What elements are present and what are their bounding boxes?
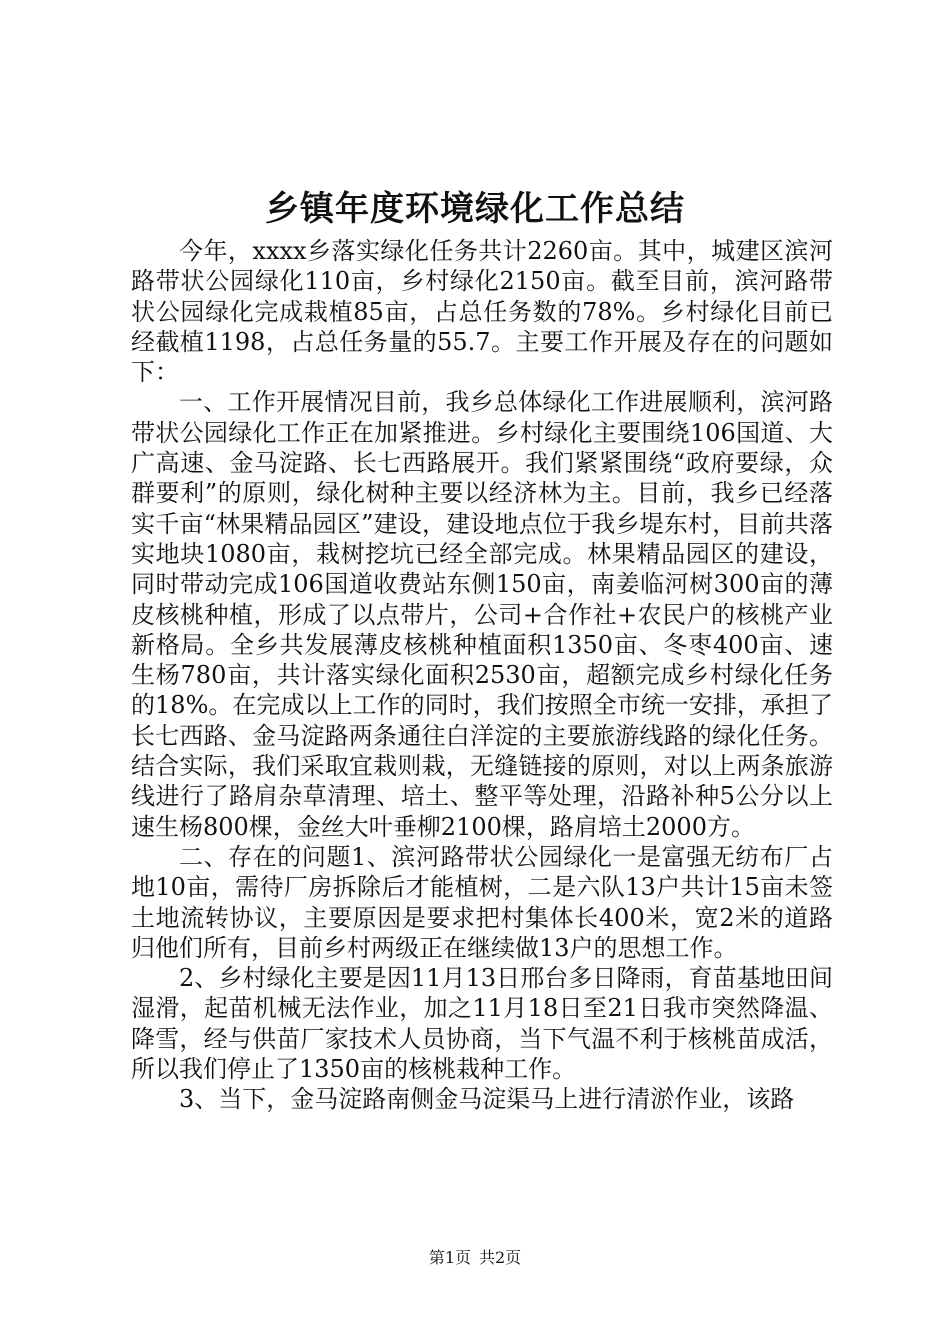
- paragraph-problem-3: 3、当下，金马淀路南侧金马淀渠马上进行清淤作业，该路: [179, 1085, 795, 1114]
- paragraph-problem-2: 2、乡村绿化主要是因11月13日邢台多日降雨，育苗基地田间湿滑，起苗机械无法作业，加之11月18日至21日我市突然降温、降雪，经与供苗厂家技术人员协商，当下气温不利于核桃苗成活，所以我们停止了1350亩的核桃栽种工作。: [131, 964, 833, 1084]
- paragraph-intro: 今年，xxxx乡落实绿化任务共计2260亩。其中，城建区滨河路带状公园绿化110亩，乡村绿化2150亩。截至目前，滨河路带状公园绿化完成栽植85亩，占总任务数的78%。乡村绿化目前已经截植1198，占总任务量的55.7。主要工作开展及存在的问题如下：: [131, 237, 833, 387]
- page-number: 第1页: [428, 1248, 471, 1267]
- page-total: 共2页: [479, 1248, 522, 1267]
- paragraph-problems: 二、存在的问题1、滨河路带状公园绿化一是富强无纺布厂占地10亩，需待厂房拆除后才能植树，二是六队13户共计15亩未签土地流转协议，主要原因是要求把村集体长400米，宽2米的道路归他们所有，目前乡村两级正在继续做13户的思想工作。: [131, 842, 833, 962]
- document-title: 乡镇年度环境绿化工作总结: [265, 189, 685, 229]
- document-body: [131, 236, 833, 1115]
- page-footer: [0, 1247, 950, 1269]
- paragraph-work-progress: 一、工作开展情况目前，我乡总体绿化工作进展顺利，滨河路带状公园绿化工作正在加紧推进。乡村绿化主要围绕106国道、大广高速、金马淀路、长七西路展开。我们紧紧围绕“政府要绿，众群要利”的原则，绿化树种主要以经济林为主。目前，我乡已经落实千亩“林果精品园区”建设，建设地点位于我乡堤东村，目前共落实地块1080亩，栽树挖坑已经全部完成。林果精品园区的建设，同时带动完成106国道收费站东侧150亩，南姜临河树300亩的薄皮核桃种植，形成了以点带片，公司+合作社+农民户的核桃产业新格局。全乡共发展薄皮核桃种植面积1350亩、冬枣400亩、速生杨780亩，共计落实绿化面积2530亩，超额完成乡村绿化任务的18%。在完成以上工作的同时，我们按照全市统一安排，承担了长七西路、金马淀路两条通往白洋淀的主要旅游线路的绿化任务。结合实际，我们采取宜栽则栽，无缝链接的原则，对以上两条旅游线进行了路肩杂草清理、培土、整平等处理，沿路补种5公分以上速生杨800棵，金丝大叶垂柳2100棵，路肩培土2000方。: [131, 388, 833, 841]
